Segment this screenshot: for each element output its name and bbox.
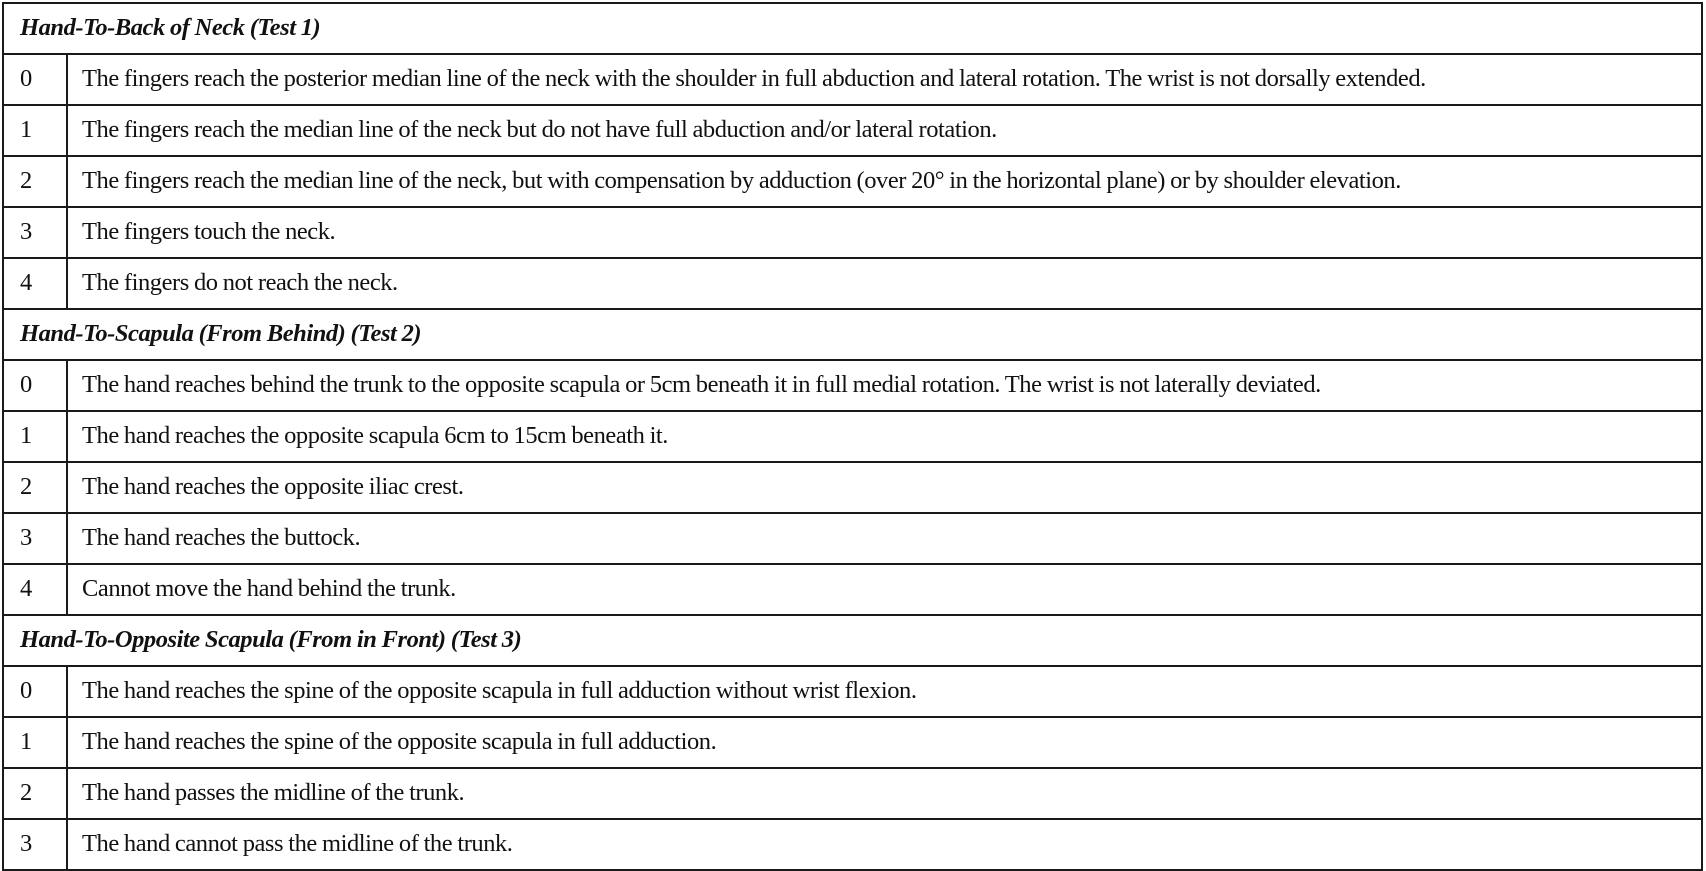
score-cell: 3 bbox=[3, 819, 67, 870]
score-cell: 3 bbox=[3, 207, 67, 258]
table-row bbox=[3, 513, 1702, 564]
section-header-row bbox=[3, 3, 1702, 54]
table-row bbox=[3, 819, 1702, 870]
table-row bbox=[3, 666, 1702, 717]
score-cell: 0 bbox=[3, 666, 67, 717]
description-cell: The hand cannot pass the midline of the trunk. bbox=[67, 819, 1702, 870]
description-cell: The fingers touch the neck. bbox=[67, 207, 1702, 258]
table-row bbox=[3, 768, 1702, 819]
table-row bbox=[3, 54, 1702, 105]
score-cell: 1 bbox=[3, 411, 67, 462]
table-row bbox=[3, 564, 1702, 615]
description-cell: The hand reaches the spine of the opposite scapula in full adduction. bbox=[67, 717, 1702, 768]
section-header-row bbox=[3, 309, 1702, 360]
score-cell: 0 bbox=[3, 54, 67, 105]
description-cell: Cannot move the hand behind the trunk. bbox=[67, 564, 1702, 615]
description-cell: The fingers reach the posterior median line of the neck with the shoulder in full abduction and lateral rotation. The wrist is not dorsally extended. bbox=[67, 54, 1702, 105]
score-cell: 2 bbox=[3, 768, 67, 819]
description-cell: The hand reaches the opposite iliac crest. bbox=[67, 462, 1702, 513]
section-title: Hand-To-Scapula (From Behind) (Test 2) bbox=[3, 309, 1702, 360]
description-cell: The fingers reach the median line of the neck but do not have full abduction and/or lateral rotation. bbox=[67, 105, 1702, 156]
description-cell: The hand reaches the buttock. bbox=[67, 513, 1702, 564]
description-cell: The hand passes the midline of the trunk. bbox=[67, 768, 1702, 819]
table-row bbox=[3, 360, 1702, 411]
description-cell: The fingers reach the median line of the neck, but with compensation by adduction (over 20° in the horizontal plane) or by shoulder elevation. bbox=[67, 156, 1702, 207]
table-row bbox=[3, 717, 1702, 768]
description-cell: The hand reaches the opposite scapula 6cm to 15cm beneath it. bbox=[67, 411, 1702, 462]
score-cell: 1 bbox=[3, 717, 67, 768]
score-cell: 0 bbox=[3, 360, 67, 411]
section-title: Hand-To-Opposite Scapula (From in Front) (Test 3) bbox=[3, 615, 1702, 666]
table-row bbox=[3, 105, 1702, 156]
table-row bbox=[3, 156, 1702, 207]
scoring-table bbox=[2, 2, 1703, 871]
table-row bbox=[3, 207, 1702, 258]
score-cell: 4 bbox=[3, 258, 67, 309]
score-cell: 4 bbox=[3, 564, 67, 615]
section-header-row bbox=[3, 615, 1702, 666]
score-cell: 2 bbox=[3, 156, 67, 207]
table-row bbox=[3, 411, 1702, 462]
table-row bbox=[3, 462, 1702, 513]
score-cell: 1 bbox=[3, 105, 67, 156]
section-title: Hand-To-Back of Neck (Test 1) bbox=[3, 3, 1702, 54]
description-cell: The fingers do not reach the neck. bbox=[67, 258, 1702, 309]
score-cell: 3 bbox=[3, 513, 67, 564]
description-cell: The hand reaches the spine of the opposite scapula in full adduction without wrist flexion. bbox=[67, 666, 1702, 717]
score-cell: 2 bbox=[3, 462, 67, 513]
description-cell: The hand reaches behind the trunk to the opposite scapula or 5cm beneath it in full medial rotation. The wrist is not laterally deviated. bbox=[67, 360, 1702, 411]
table-row bbox=[3, 258, 1702, 309]
